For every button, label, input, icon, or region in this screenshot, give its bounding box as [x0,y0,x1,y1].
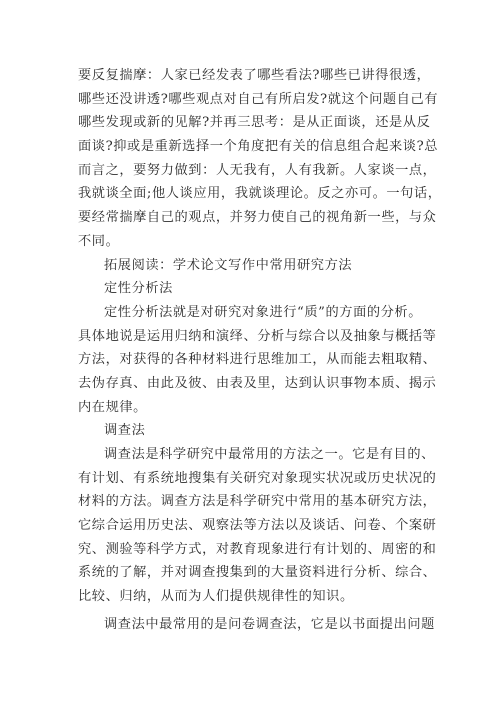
text-line: 调查法是科学研究中最常用的方法之一。它是有目的、 [104,447,435,462]
text-line: 而言之，要努力做到：人无我有，人有我新。人家谈一点， [78,162,437,178]
text-line: 方法，对获得的各种材料进行思维加工，从而能去粗取精、 [78,352,437,368]
text-line: 哪些发现或新的见解?并再三思考：是从正面谈，还是从反 [78,115,431,131]
text-line: 不同。 [78,233,120,249]
text-line: 定性分析法就是对研究对象进行“质”的方面的分析。 [104,304,423,320]
text-line: 有计划、有系统地搜集有关研究对象现实状况或历史状况的 [78,470,437,486]
text-line: 究、测验等科学方式，对教育现象进行有计划的、周密的和 [78,541,437,557]
section-heading-qualitative-analysis: 定性分析法 [104,281,173,297]
text-line: 具体地说是运用归纳和演绎、分析与综合以及抽象与概括等 [78,328,437,344]
text-line: 哪些还没讲透?哪些观点对自己有所启发?就这个问题自己有 [78,91,439,107]
text-line: 内在规律。 [78,399,147,415]
paragraph-questionnaire [78,613,435,637]
text-line: 去伪存真、由此及彼、由表及里，达到认识事物本质、揭示 [78,375,437,391]
text-line: 要经常揣摩自己的观点，并努力使自己的视角新一些，与众 [78,210,437,226]
text-line: 我就谈全面;他人谈应用，我就谈理论。反之亦可。一句话， [78,186,442,202]
text-line: 调查法中最常用的是问卷调查法，它是以书面提出问题 [104,616,435,632]
extended-reading-heading: 拓展阅读：学术论文写作中常用研究方法 [104,257,353,273]
text-line: 系统的了解，并对调查搜集到的大量资料进行分析、综合、 [78,565,437,581]
text-line: 比较、归纳，从而为人们提供规律性的知识。 [78,589,354,605]
paragraph-survey-method [78,443,437,609]
paragraph-continuation [78,64,442,254]
document-body [78,64,442,637]
text-line: 要反复揣摩：人家已经发表了哪些看法?哪些已讲得很透， [78,68,431,83]
text-line: 面谈?抑或是重新选择一个角度把有关的信息组合起来谈?总 [78,139,439,155]
paragraph-qualitative-analysis [78,301,437,419]
section-heading-survey-method: 调查法 [104,423,146,439]
text-line: 材料的方法。调查方法是科学研究中常用的基本研究方法， [78,494,437,510]
text-line: 它综合运用历史法、观察法等方法以及谈话、问卷、个案研 [78,518,437,534]
